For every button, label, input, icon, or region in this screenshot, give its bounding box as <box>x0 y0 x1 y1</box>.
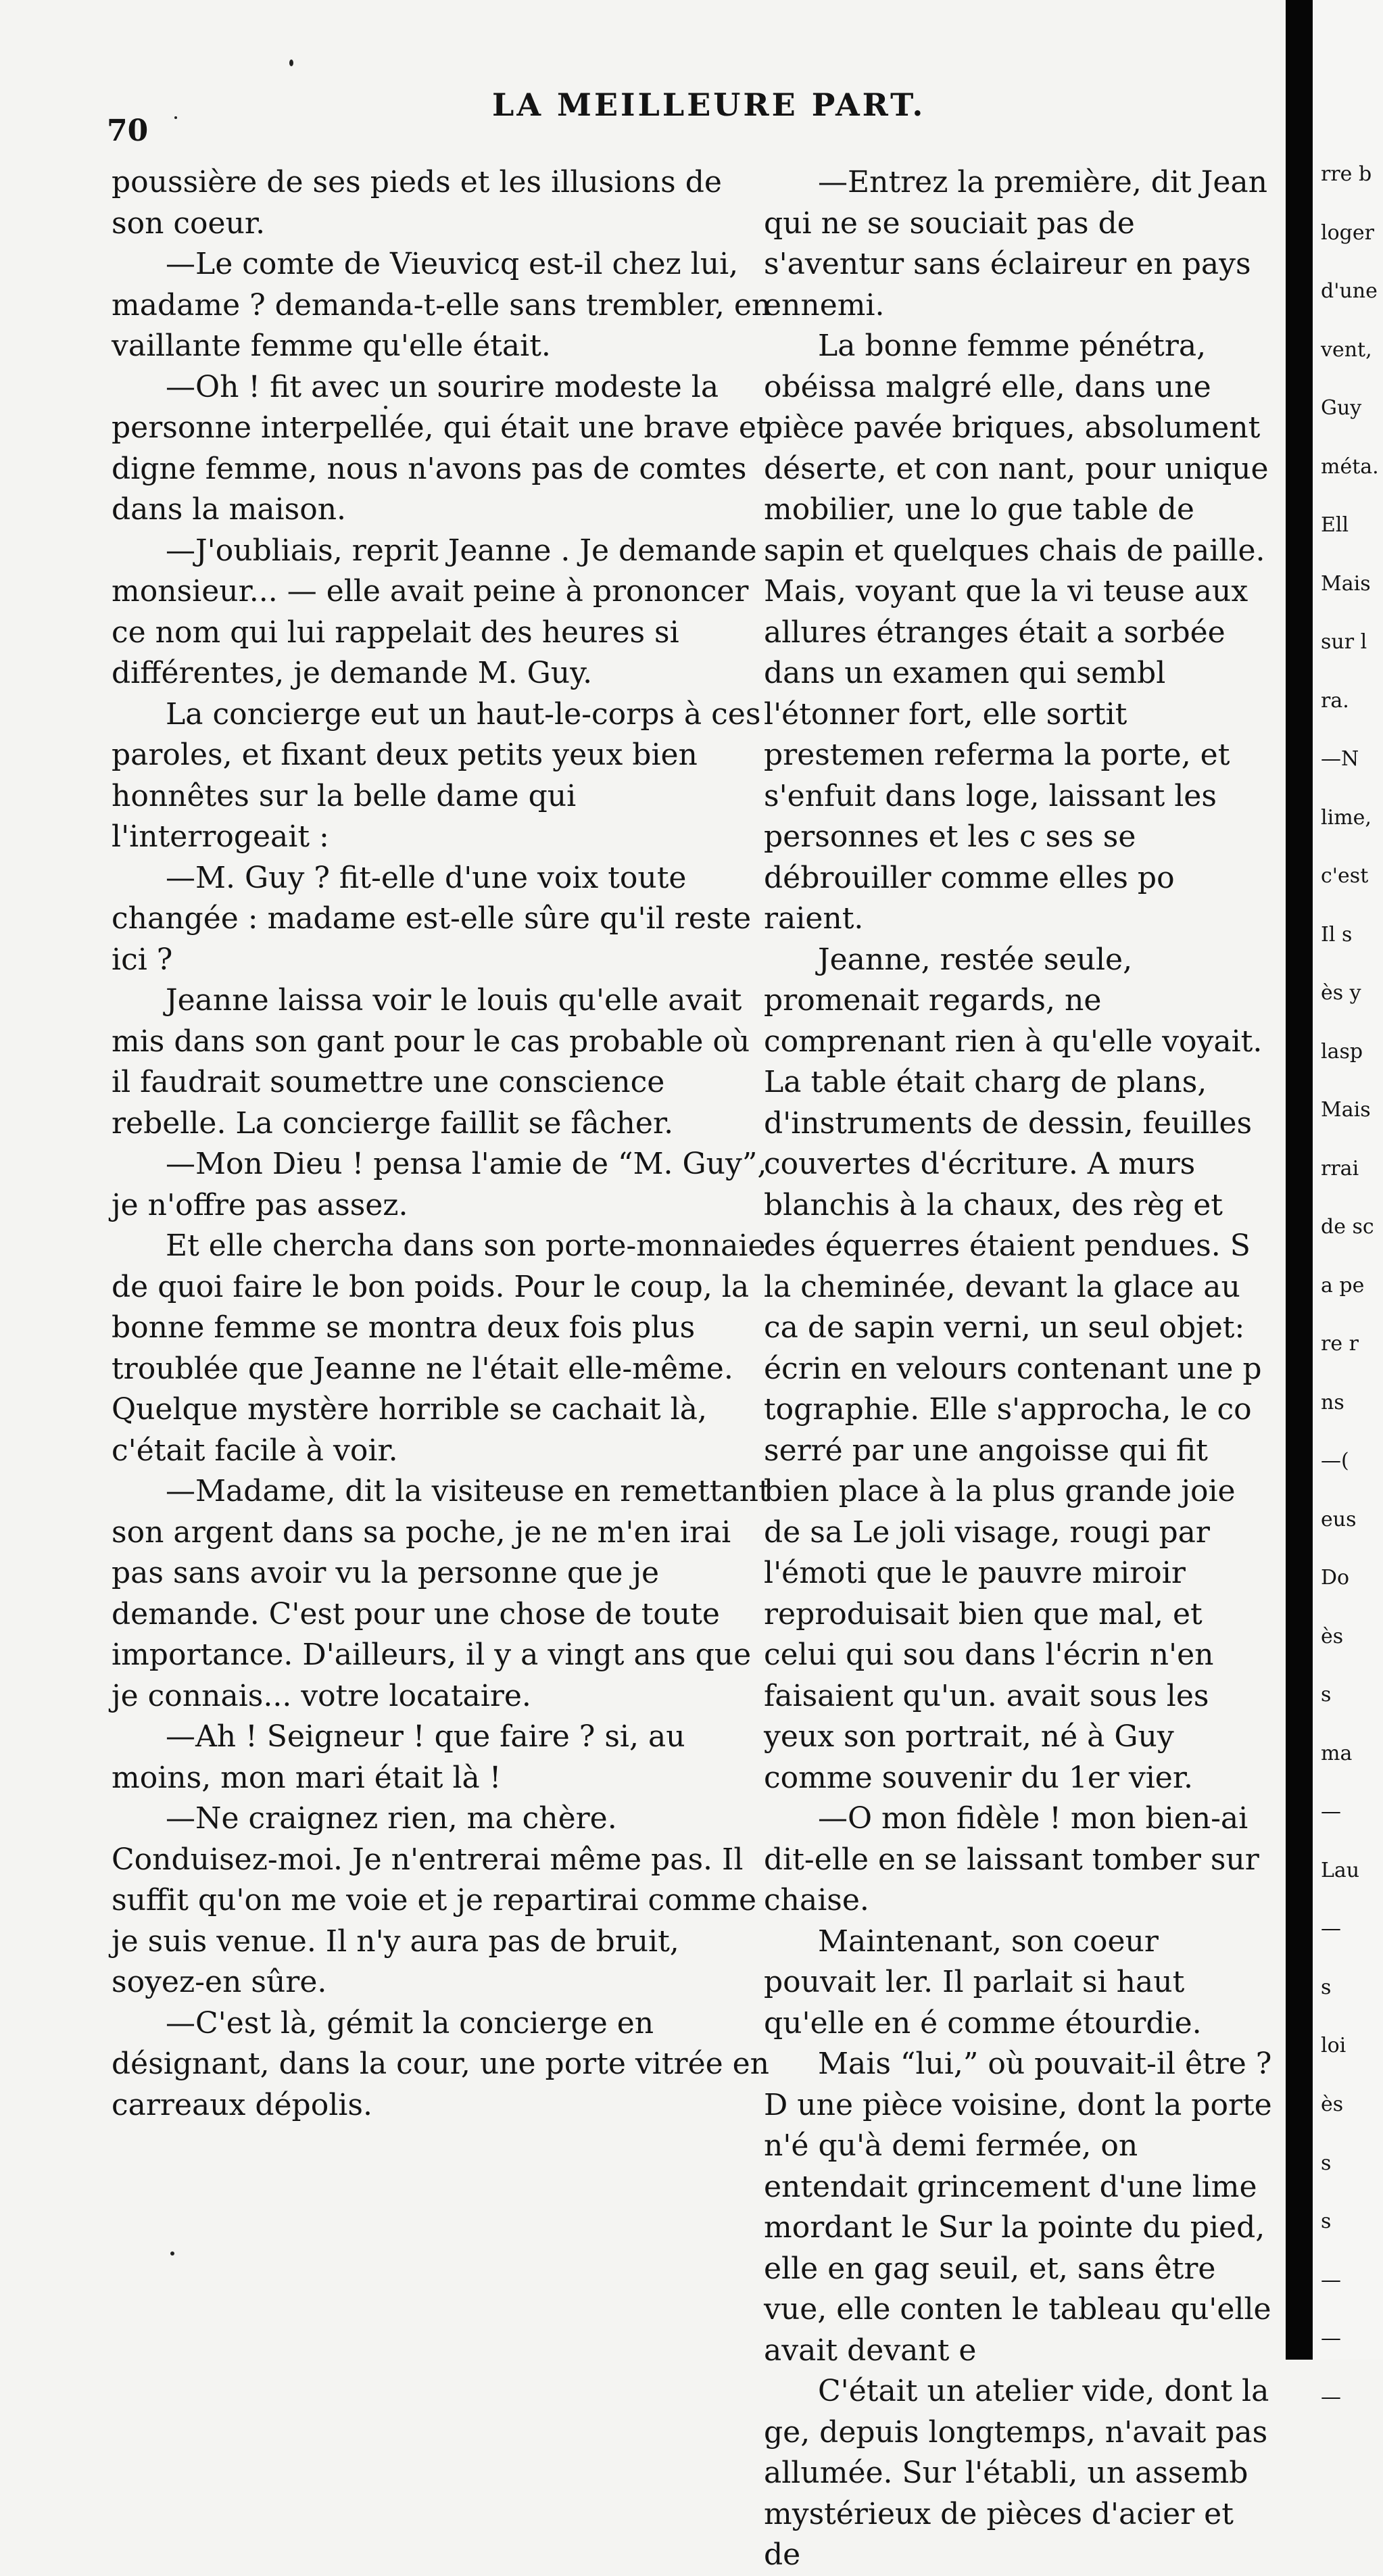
facing-page-fragment: lasp <box>1321 1039 1363 1064</box>
facing-page-fragment: c'est <box>1321 864 1369 888</box>
facing-page-fragment: rre b <box>1321 162 1372 186</box>
facing-page-fragment: s <box>1321 2210 1332 2234</box>
facing-page-fragment: — <box>1321 2385 1341 2409</box>
facing-page-fragment: — <box>1321 1917 1341 1941</box>
facing-page-fragment: loger <box>1321 220 1374 245</box>
facing-page-fragment: ès y <box>1321 981 1361 1005</box>
facing-page-fragment: lime, <box>1321 805 1372 830</box>
facing-page-fragment: a pe <box>1321 1273 1365 1297</box>
facing-page-fragment: Guy <box>1321 396 1362 421</box>
ink-speck <box>174 116 177 119</box>
facing-page-fragment: ès <box>1321 2092 1344 2116</box>
left-column <box>112 162 774 2126</box>
facing-page-fragment: vent, <box>1321 337 1372 362</box>
ink-speck <box>289 59 293 66</box>
facing-page-fragment: Ell <box>1321 513 1349 538</box>
ink-speck <box>170 2251 174 2256</box>
running-title: LA MEILLEURE PART. <box>492 87 926 123</box>
paragraph: —Ne craignez rien, ma chère. Conduisez-moi. Je n'entrerai même pas. Il suffit qu'on me voie et je repartirai comme je suis venue. Il n'y aura pas de bruit, soyez-en sûre. <box>112 1801 757 1999</box>
facing-page-fragment: ès <box>1321 1624 1344 1648</box>
paragraph: Maintenant, son coeur pouvait ler. Il parlait si haut qu'elle en é comme étourdie. <box>764 1924 1202 2041</box>
facing-page-fragment: Lau <box>1321 1858 1360 1882</box>
facing-page-fragment: —N <box>1321 747 1359 771</box>
facing-page-fragment: eus <box>1321 1507 1357 1531</box>
facing-page-fragment: ns <box>1321 1390 1344 1414</box>
facing-page-fragment: ra. <box>1321 688 1349 713</box>
facing-page-fragment: — <box>1321 2327 1341 2351</box>
facing-page-fragment: sur l <box>1321 630 1367 654</box>
paragraph: —Mon Dieu ! pensa l'amie de “M. Guy”, je n'offre pas assez. <box>112 1147 767 1222</box>
paragraph: —Entrez la première, dit Jean qui ne se souciait pas de s'aventur sans éclaireur en pays ennemi. <box>764 165 1267 323</box>
facing-page-fragment: méta. <box>1321 454 1379 479</box>
paragraph: —Madame, dit la visiteuse en remettant son argent dans sa poche, je ne m'en irai pas sans avoir vu la personne que je demande. C'est pour une chose de toute importance. D'ailleurs, il y a vingt ans que je connais... votre locataire. <box>112 1474 771 1713</box>
paragraph: —Oh ! fit avec un sourire modeste la personne interpellée, qui était une brave et digne femme, nous n'avons pas de comtes dans la maison. <box>112 369 769 527</box>
paragraph: Jeanne, restée seule, promenait regards, ne comprenant rien à qu'elle voyait. La table était charg de plans, d'instruments de dessin, feuilles couvertes d'écriture. A murs blanchis à la chaux, des règ et des équerres étaient pendues. S la cheminée, devant la glace au ca de sapin verni, un seul objet: écrin en velours contenant une p tographie. Elle s'approcha, le co serré par une angoisse qui fit bien place à la plus grande joie de sa Le joli visage, rougi par l'émoti que le pauvre miroir reproduisait bien que mal, et celui qui sou dans l'écrin n'en faisaient qu'un. avait sous les yeux son portrait, né à Guy comme souvenir du 1er vier. <box>764 942 1263 1795</box>
paragraph: poussière de ses pieds et les illusions de son coeur. <box>112 165 722 241</box>
paragraph: Mais “lui,” où pouvait-il être ? D une pièce voisine, dont la porte n'é qu'à demi fermée, on entendait grincement d'une lime mordant le Sur la pointe du pied, elle en gag seuil, et, sans être vue, elle conten le tableau qu'elle avait devant e <box>764 2047 1272 2368</box>
right-column <box>764 162 1278 2576</box>
paragraph: —C'est là, gémit la concierge en désignant, dans la cour, une porte vitrée en carreaux dépolis. <box>112 2005 770 2122</box>
paragraph: —M. Guy ? fit-elle d'une voix toute changée : madame est-elle sûre qu'il reste ici ? <box>112 860 752 977</box>
facing-page-fragment: Il s <box>1321 922 1353 947</box>
facing-page-fragment: Mais <box>1321 1098 1371 1122</box>
facing-page-fragment: s <box>1321 1683 1332 1707</box>
facing-page-fragment: d'une <box>1321 279 1378 304</box>
facing-page-fragment: rrai <box>1321 1156 1359 1180</box>
facing-page-fragment: —( <box>1321 1449 1349 1473</box>
facing-page-fragment: s <box>1321 2151 1332 2175</box>
facing-page-fragment: de sc <box>1321 1215 1374 1239</box>
facing-page-fragment: — <box>1321 2268 1341 2292</box>
paragraph: —Le comte de Vieuvicq est-il chez lui, madame ? demanda-t-elle sans trembler, en vaillante femme qu'elle était. <box>112 247 771 363</box>
facing-page-fragment: ma <box>1321 1741 1353 1765</box>
paragraph: Et elle chercha dans son porte-monnaie de quoi faire le bon poids. Pour le coup, la bonne femme se montra deux fois plus troublée que Jeanne ne l'était elle-même. Quelque mystère horrible se cachait là, c'était facile à voir. <box>112 1229 766 1468</box>
facing-page-fragment: s <box>1321 1975 1332 1999</box>
paragraph: Jeanne laissa voir le louis qu'elle avait mis dans son gant pour le cas probable où il faudrait soumettre une conscience rebelle. La concierge faillit se fâcher. <box>112 983 750 1141</box>
book-spine-shadow <box>1286 0 1313 2360</box>
paragraph: —O mon fidèle ! mon bien-ai dit-elle en se laissant tomber sur chaise. <box>764 1801 1259 1917</box>
page-number: 70 <box>107 114 149 148</box>
paragraph: La bonne femme pénétra, obéissa malgré elle, dans une pièce pavée briques, absolument déserte, et con nant, pour unique mobilier, une lo gue table de sapin et quelques chais de paille. Mais, voyant que la vi teuse aux allures étranges était a sorbée dans un examen qui sembl l'étonner fort, elle sortit prestemen referma la porte, et s'enfuit dans loge, laissant les personnes et les c ses se débrouiller comme elles po raient. <box>764 329 1269 936</box>
paragraph: C'était un atelier vide, dont la ge, depuis longtemps, n'avait pas allumée. Sur l'établi, un assemb mystérieux de pièces d'acier et de <box>764 2374 1269 2572</box>
ink-speck <box>384 406 387 409</box>
facing-page-fragment: Do <box>1321 1566 1350 1590</box>
facing-page-fragment: loi <box>1321 2034 1346 2058</box>
facing-page-fragment: — <box>1321 1800 1341 1824</box>
facing-page-fragment: Mais <box>1321 571 1371 596</box>
paragraph: —J'oubliais, reprit Jeanne . Je demande monsieur... — elle avait peine à prononcer ce nom qui lui rappelait des heures si différentes, je demande M. Guy. <box>112 533 757 690</box>
facing-page-fragment: re r <box>1321 1332 1359 1356</box>
paragraph: La concierge eut un haut-le-corps à ces paroles, et fixant deux petits yeux bien honnêtes sur la belle dame qui l'interrogeait : <box>112 696 761 854</box>
paragraph: —Ah ! Seigneur ! que faire ? si, au moins, mon mari était là ! <box>112 1719 685 1795</box>
facing-page-edge <box>1313 0 1383 2409</box>
